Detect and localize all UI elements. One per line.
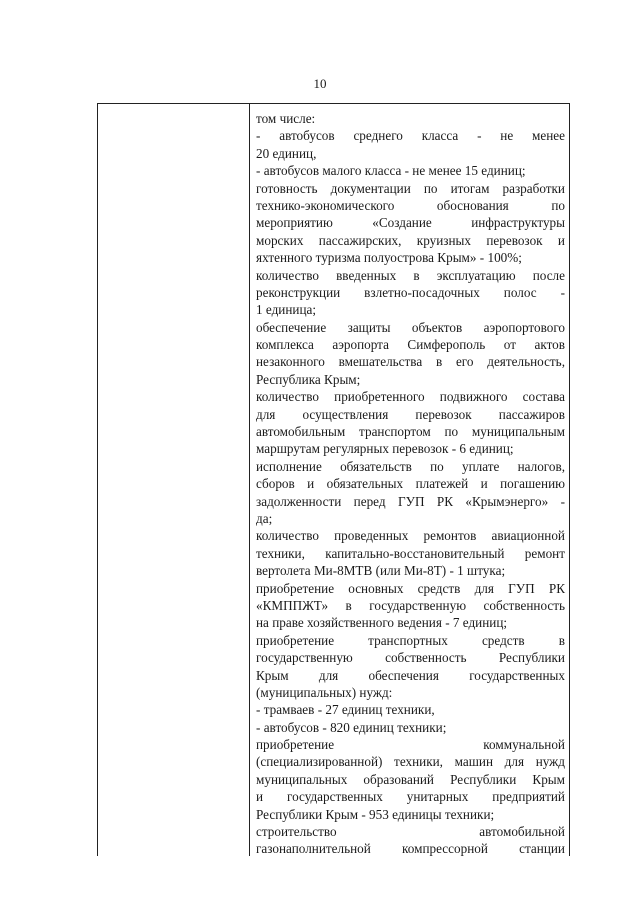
text-line: исполнение обязательств по уплате налогов, (256, 458, 565, 474)
text-line: незаконного вмешательства в его деятельность, (256, 354, 565, 370)
page-number: 10 (313, 76, 327, 91)
text-line: (специализированной) техники, машин для нужд (256, 754, 565, 770)
table-cell-text (256, 110, 565, 856)
text-line: комплекса аэропорта Симферополь от актов (256, 337, 565, 353)
text-line: готовность документации по итогам разработки (256, 180, 565, 196)
text-line: - автобусов малого класса - не менее 15 единиц; (256, 163, 526, 179)
text-line: 20 единиц, (256, 145, 317, 161)
text-line: строительство автомобильной (256, 824, 565, 840)
text-line: реконструкции взлетно-посадочных полос - (256, 284, 565, 300)
document-table (97, 103, 570, 856)
text-line: Республика Крым; (256, 371, 361, 387)
text-line: на праве хозяйственного ведения - 7 единиц; (256, 615, 508, 631)
text-line: - трамваев - 27 единиц техники, (256, 702, 435, 718)
text-line: автомобильным транспортом по муниципальным (256, 424, 565, 440)
text-line: приобретение основных средств для ГУП РК (256, 580, 565, 596)
text-line: Республики Крым - 953 единицы техники; (256, 806, 495, 822)
text-line: количество проведенных ремонтов авиационной (256, 528, 565, 544)
text-line: да; (256, 510, 273, 526)
text-line: - автобусов - 820 единиц техники; (256, 719, 447, 735)
text-line: - автобусов среднего класса - не менее (256, 128, 565, 144)
text-line: технико-экономического обоснования по (256, 197, 565, 213)
text-line: и государственных унитарных предприятий (256, 789, 565, 805)
text-line: задолженности перед ГУП РК «Крымэнерго» - (256, 493, 565, 509)
text-line: яхтенного туризма полуострова Крым» - 100%; (256, 250, 522, 266)
text-line: «КМППЖТ» в государственную собственность (256, 597, 565, 613)
text-line: обеспечение защиты объектов аэропортового (256, 319, 565, 335)
text-line: приобретение коммунальной (256, 737, 565, 753)
text-line: количество приобретенного подвижного состава (256, 389, 565, 405)
text-line: морских пассажирских, круизных перевозок и (256, 232, 565, 248)
text-line: техники, капитально-восстановительный ремонт (256, 545, 565, 561)
text-line: газонаполнительной компрессорной станции (256, 841, 565, 856)
text-line: вертолета Ми-8МТВ (или Ми-8Т) - 1 штука; (256, 563, 506, 579)
text-line: муниципальных образований Республики Крым (256, 771, 565, 787)
text-line: (муниципальных) нужд: (256, 684, 393, 700)
text-line: приобретение транспортных средств в (256, 632, 565, 648)
text-line: 1 единица; (256, 302, 317, 318)
text-line: государственную собственность Республики (256, 650, 565, 666)
text-line: для осуществления перевозок пассажиров (256, 406, 565, 422)
table-right-column (250, 104, 569, 856)
text-line: том числе: (256, 111, 316, 126)
table-left-column (98, 104, 250, 856)
text-line: маршрутам регулярных перевозок - 6 единиц; (256, 441, 514, 457)
text-line: мероприятию «Создание инфраструктуры (256, 215, 565, 231)
text-line: сборов и обязательных платежей и погашению (256, 476, 565, 492)
text-line: Крым для обеспечения государственных (256, 667, 565, 683)
text-line: количество введенных в эксплуатацию после (256, 267, 565, 283)
